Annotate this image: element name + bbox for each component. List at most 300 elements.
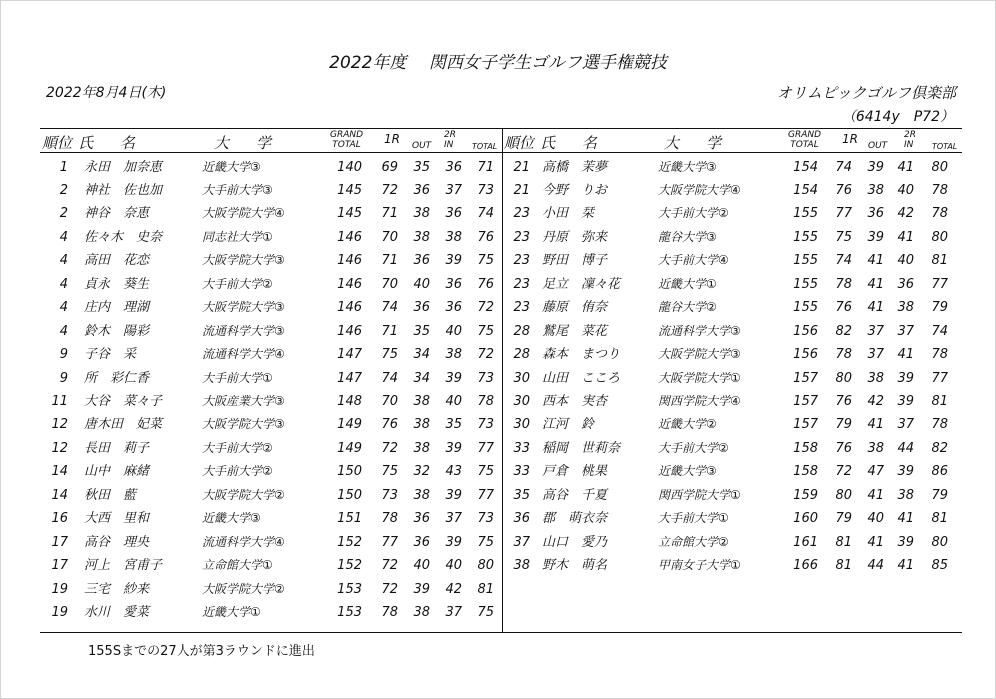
name-cell: 足立 凜々花	[542, 276, 621, 292]
university-cell: 大手前大学②	[658, 206, 729, 221]
in-cell: 37	[445, 605, 462, 621]
grand-total-cell: 157	[793, 370, 818, 386]
grand-total-cell: 155	[793, 206, 818, 222]
round1-cell: 70	[381, 276, 398, 292]
in-cell: 35	[445, 417, 462, 433]
out-cell: 38	[867, 370, 884, 386]
in-cell: 36	[445, 276, 462, 292]
venue-name: オリムピックゴルフ倶楽部	[776, 84, 956, 102]
in-cell: 41	[897, 347, 914, 363]
round2-total-cell: 75	[477, 605, 494, 621]
rank-cell: 19	[51, 605, 68, 621]
grand-total-cell: 154	[793, 159, 818, 175]
out-cell: 36	[413, 300, 430, 316]
university-cell: 近畿大学③	[202, 511, 261, 526]
university-cell: 近畿大学①	[658, 276, 717, 291]
out-cell: 42	[867, 394, 884, 409]
name-cell: 大谷 菜々子	[84, 394, 163, 409]
table-row	[0, 531, 494, 554]
university-cell: 立命館大学②	[658, 534, 729, 549]
university-cell: 大阪学院大学②	[202, 581, 285, 596]
header-out: OUT	[868, 141, 888, 151]
round1-cell: 79	[835, 511, 852, 527]
table-row	[0, 554, 494, 577]
table-row	[460, 507, 948, 530]
page-title: 2022年度 関西女子学生ゴルフ選手権競技	[329, 53, 667, 73]
round1-cell: 74	[835, 253, 852, 269]
university-cell: 流通科学大学④	[202, 347, 285, 362]
in-cell: 37	[897, 323, 914, 339]
grand-total-cell: 159	[793, 487, 818, 503]
round1-cell: 73	[381, 487, 398, 503]
rank-cell: 33	[513, 440, 530, 456]
round2-total-cell: 75	[477, 323, 494, 339]
header-1r: 1R	[842, 132, 858, 146]
rank-cell: 14	[51, 487, 68, 503]
name-cell: 秋田 藍	[84, 487, 137, 503]
university-cell: 大阪学院大学②	[202, 487, 285, 502]
grand-total-cell: 145	[337, 206, 362, 222]
name-cell: 長田 莉子	[84, 440, 150, 456]
rank-cell: 2	[59, 182, 68, 198]
round1-cell: 81	[835, 558, 852, 574]
round1-cell: 72	[835, 464, 852, 480]
university-cell: 近畿大学③	[658, 464, 717, 479]
name-cell: 藤原 侑奈	[542, 300, 608, 316]
in-cell: 39	[445, 253, 462, 269]
in-cell: 39	[897, 534, 914, 550]
out-cell: 35	[413, 159, 430, 175]
name-cell: 戸倉 桃果	[542, 464, 608, 480]
in-cell: 39	[445, 534, 462, 550]
in-cell: 37	[897, 417, 914, 433]
grand-total-cell: 160	[793, 511, 818, 527]
round2-total-cell: 78	[931, 182, 948, 198]
round1-cell: 78	[835, 347, 852, 363]
grand-total-cell: 155	[793, 300, 818, 316]
in-cell: 40	[445, 394, 462, 409]
name-cell: 野木 萌名	[542, 558, 608, 574]
out-cell: 36	[413, 253, 430, 269]
round2-total-cell: 76	[477, 229, 494, 245]
name-cell: 鈴木 陽彩	[84, 323, 150, 339]
in-cell: 39	[897, 464, 914, 480]
round1-cell: 69	[381, 159, 398, 175]
round2-total-cell: 74	[931, 323, 948, 339]
round2-total-cell: 85	[931, 558, 948, 574]
name-cell: 水川 愛菜	[84, 605, 150, 621]
name-cell: 唐木田 妃菜	[84, 417, 163, 433]
out-cell: 38	[413, 229, 430, 245]
grand-total-cell: 155	[793, 276, 818, 292]
name-cell: 丹原 弥来	[542, 229, 608, 245]
round1-cell: 82	[835, 323, 852, 339]
name-cell: 佐々木 史奈	[84, 229, 163, 245]
in-cell: 41	[897, 229, 914, 245]
round1-cell: 74	[381, 370, 398, 386]
round2-total-cell: 75	[477, 534, 494, 550]
university-cell: 大阪学院大学④	[658, 182, 741, 197]
grand-total-cell: 146	[337, 276, 362, 292]
university-cell: 大手前大学①	[202, 370, 273, 385]
university-cell: 近畿大学②	[658, 417, 717, 432]
table-bottom-rule	[40, 632, 962, 633]
in-cell: 39	[897, 394, 914, 409]
round1-cell: 76	[381, 417, 398, 433]
grand-total-cell: 158	[793, 440, 818, 456]
table-row	[460, 413, 948, 436]
out-cell: 39	[867, 159, 884, 175]
out-cell: 36	[867, 206, 884, 222]
round1-cell: 77	[835, 206, 852, 222]
out-cell: 38	[413, 605, 430, 621]
header-university: 大 学	[664, 134, 728, 152]
rank-cell: 4	[59, 276, 68, 292]
out-cell: 41	[867, 487, 884, 503]
out-cell: 38	[867, 182, 884, 198]
table-row	[0, 601, 494, 624]
round1-cell: 71	[381, 253, 398, 269]
grand-total-cell: 151	[337, 511, 362, 527]
table-row	[0, 320, 494, 343]
name-cell: 高田 花恋	[84, 253, 150, 269]
round1-cell: 80	[835, 370, 852, 386]
out-cell: 38	[413, 417, 430, 433]
round2-total-cell: 78	[931, 347, 948, 363]
round1-cell: 72	[381, 581, 398, 597]
round2-total-cell: 75	[477, 253, 494, 269]
out-cell: 47	[867, 464, 884, 480]
grand-total-cell: 147	[337, 370, 362, 386]
name-cell: 森本 まつり	[542, 347, 621, 363]
rank-cell: 38	[513, 558, 530, 574]
round1-cell: 75	[381, 464, 398, 480]
rank-cell: 28	[513, 323, 530, 339]
university-cell: 大手前大学④	[658, 253, 729, 268]
course-info: （6414y P72）	[841, 109, 954, 125]
header-2r-in: 2R IN	[904, 130, 916, 150]
rank-cell: 4	[59, 253, 68, 269]
round2-total-cell: 75	[477, 464, 494, 480]
university-cell: 関西学院大学④	[658, 394, 741, 408]
grand-total-cell: 146	[337, 229, 362, 245]
rank-cell: 33	[513, 464, 530, 480]
grand-total-cell: 156	[793, 347, 818, 363]
round2-total-cell: 86	[931, 464, 948, 480]
advancement-note: 155Sまでの27人が第3ラウンドに進出	[88, 644, 315, 659]
round1-cell: 79	[835, 417, 852, 433]
in-cell: 37	[445, 511, 462, 527]
round2-total-cell: 80	[931, 534, 948, 550]
rank-cell: 23	[513, 253, 530, 269]
university-cell: 甲南女子大学①	[658, 558, 741, 573]
table-row	[460, 343, 948, 366]
table-row	[460, 226, 948, 249]
rank-cell: 1	[59, 159, 68, 175]
in-cell: 40	[445, 558, 462, 574]
name-cell: 大西 里和	[84, 511, 150, 527]
header-1r: 1R	[384, 132, 400, 146]
table-row	[460, 554, 948, 577]
grand-total-cell: 146	[337, 253, 362, 269]
table-row	[460, 273, 948, 296]
grand-total-cell: 166	[793, 558, 818, 574]
university-cell: 大手前大学②	[202, 464, 273, 479]
in-cell: 38	[445, 229, 462, 245]
in-cell: 36	[445, 206, 462, 222]
name-cell: 今野 りお	[542, 182, 608, 198]
name-cell: 山中 麻緒	[84, 464, 150, 480]
rank-cell: 37	[513, 534, 530, 550]
name-cell: 西本 実杏	[542, 394, 608, 409]
round2-total-cell: 72	[477, 347, 494, 363]
out-cell: 38	[413, 206, 430, 222]
table-row	[460, 320, 948, 343]
table-row	[460, 390, 948, 413]
header-university: 大 学	[214, 134, 278, 152]
name-cell: 小田 栞	[542, 206, 595, 222]
university-cell: 流通科学大学③	[658, 323, 741, 338]
out-cell: 37	[867, 323, 884, 339]
round1-cell: 81	[835, 534, 852, 550]
table-row	[0, 460, 494, 483]
round1-cell: 76	[835, 300, 852, 316]
rank-cell: 12	[51, 440, 68, 456]
university-cell: 近畿大学③	[202, 159, 261, 174]
in-cell: 36	[445, 159, 462, 175]
university-cell: 大手前大学①	[658, 511, 729, 526]
name-cell: 庄内 理湖	[84, 300, 150, 316]
rank-cell: 23	[513, 206, 530, 222]
round2-total-cell: 81	[477, 581, 494, 597]
name-cell: 高橋 茉夢	[542, 159, 608, 175]
header-total: TOTAL	[472, 142, 498, 151]
university-cell: 大阪学院大学③	[202, 417, 285, 432]
name-cell: 高谷 千夏	[542, 487, 608, 503]
rank-cell: 23	[513, 300, 530, 316]
round1-cell: 70	[381, 229, 398, 245]
name-cell: 郡 萌衣奈	[542, 511, 608, 527]
round2-total-cell: 73	[477, 417, 494, 433]
rank-cell: 9	[59, 370, 68, 386]
out-cell: 38	[867, 440, 884, 456]
grand-total-cell: 146	[337, 323, 362, 339]
table-row	[0, 484, 494, 507]
out-cell: 36	[413, 534, 430, 550]
table-row	[0, 343, 494, 366]
rank-cell: 11	[51, 394, 68, 409]
table-row	[0, 156, 494, 179]
name-cell: 河上 宮甫子	[84, 558, 163, 574]
name-cell: 山口 愛乃	[542, 534, 608, 550]
grand-total-cell: 148	[337, 394, 362, 409]
university-cell: 龍谷大学②	[658, 300, 717, 315]
grand-total-cell: 147	[337, 347, 362, 363]
in-cell: 41	[897, 511, 914, 527]
round1-cell: 71	[381, 323, 398, 339]
in-cell: 38	[897, 487, 914, 503]
out-cell: 41	[867, 417, 884, 433]
name-cell: 所 彩仁香	[84, 370, 150, 386]
rank-cell: 16	[51, 511, 68, 527]
table-row	[460, 460, 948, 483]
rank-cell: 12	[51, 417, 68, 433]
in-cell: 36	[897, 276, 914, 292]
rank-cell: 17	[51, 558, 68, 574]
out-cell: 35	[413, 323, 430, 339]
name-cell: 野田 博子	[542, 253, 608, 269]
grand-total-cell: 152	[337, 558, 362, 574]
round2-total-cell: 73	[477, 182, 494, 198]
table-row	[460, 437, 948, 460]
round2-total-cell: 80	[477, 558, 494, 574]
rank-cell: 35	[513, 487, 530, 503]
name-cell: 永田 加奈恵	[84, 159, 163, 175]
out-cell: 40	[413, 558, 430, 574]
university-cell: 大阪学院大学③	[202, 253, 285, 268]
left-header	[0, 128, 500, 152]
table-row	[460, 296, 948, 319]
round2-total-cell: 81	[931, 394, 948, 409]
university-cell: 近畿大学①	[202, 605, 261, 620]
round2-total-cell: 82	[931, 440, 948, 456]
out-cell: 38	[413, 394, 430, 409]
round1-cell: 74	[381, 300, 398, 316]
round1-cell: 71	[381, 206, 398, 222]
in-cell: 39	[445, 487, 462, 503]
round1-cell: 72	[381, 182, 398, 198]
in-cell: 40	[897, 253, 914, 269]
university-cell: 大手前大学②	[202, 276, 273, 291]
in-cell: 38	[897, 300, 914, 316]
round2-total-cell: 80	[931, 229, 948, 245]
grand-total-cell: 150	[337, 487, 362, 503]
name-cell: 鷲尾 菜花	[542, 323, 608, 339]
grand-total-cell: 145	[337, 182, 362, 198]
right-header	[462, 128, 962, 152]
grand-total-cell: 150	[337, 464, 362, 480]
round2-total-cell: 73	[477, 511, 494, 527]
table-row	[460, 531, 948, 554]
university-cell: 関西学院大学①	[658, 487, 741, 502]
table-row	[0, 367, 494, 390]
rank-cell: 23	[513, 229, 530, 245]
in-cell: 39	[897, 370, 914, 386]
out-cell: 36	[413, 511, 430, 527]
rank-cell: 30	[513, 370, 530, 386]
out-cell: 40	[413, 276, 430, 292]
table-row	[460, 202, 948, 225]
out-cell: 44	[867, 558, 884, 574]
in-cell: 43	[445, 464, 462, 480]
grand-total-cell: 157	[793, 417, 818, 433]
header-rank: 順位	[504, 134, 535, 152]
round1-cell: 70	[381, 394, 398, 409]
university-cell: 大阪産業大学③	[202, 394, 285, 408]
round2-total-cell: 79	[931, 487, 948, 503]
table-row	[460, 484, 948, 507]
grand-total-cell: 154	[793, 182, 818, 198]
table-row	[0, 179, 494, 202]
name-cell: 山田 こころ	[542, 370, 621, 386]
in-cell: 41	[897, 558, 914, 574]
round1-cell: 78	[381, 605, 398, 621]
grand-total-cell: 146	[337, 300, 362, 316]
grand-total-cell: 158	[793, 464, 818, 480]
out-cell: 34	[413, 347, 430, 363]
round2-total-cell: 79	[931, 300, 948, 316]
grand-total-cell: 153	[337, 605, 362, 621]
university-cell: 大阪学院大学④	[202, 206, 285, 221]
in-cell: 44	[897, 440, 914, 456]
round2-total-cell: 77	[477, 487, 494, 503]
table-row	[0, 296, 494, 319]
round1-cell: 76	[835, 394, 852, 409]
in-cell: 39	[445, 440, 462, 456]
round2-total-cell: 81	[931, 511, 948, 527]
round1-cell: 75	[381, 347, 398, 363]
out-cell: 39	[867, 229, 884, 245]
grand-total-cell: 152	[337, 534, 362, 550]
name-cell: 子谷 采	[84, 347, 137, 363]
table-row	[0, 507, 494, 530]
header-bottom-rule	[40, 152, 962, 153]
rank-cell: 21	[513, 182, 530, 198]
name-cell: 高谷 理央	[84, 534, 150, 550]
rank-cell: 4	[59, 300, 68, 316]
round1-cell: 80	[835, 487, 852, 503]
university-cell: 大手前大学③	[202, 182, 273, 197]
round2-total-cell: 72	[477, 300, 494, 316]
table-row	[0, 249, 494, 272]
header-rank: 順位	[42, 134, 73, 152]
in-cell: 40	[445, 323, 462, 339]
round1-cell: 72	[381, 558, 398, 574]
rank-cell: 30	[513, 417, 530, 433]
grand-total-cell: 155	[793, 253, 818, 269]
grand-total-cell: 149	[337, 417, 362, 433]
table-row	[0, 578, 494, 601]
university-cell: 近畿大学③	[658, 159, 717, 174]
round2-total-cell: 78	[931, 206, 948, 222]
round2-total-cell: 73	[477, 370, 494, 386]
name-cell: 神谷 奈恵	[84, 206, 150, 222]
out-cell: 40	[867, 511, 884, 527]
university-cell: 流通科学大学④	[202, 534, 285, 549]
round2-total-cell: 78	[477, 394, 494, 409]
header-2r-in: 2R IN	[444, 130, 456, 150]
out-cell: 38	[413, 440, 430, 456]
table-row	[0, 413, 494, 436]
rank-cell: 36	[513, 511, 530, 527]
university-cell: 大手前大学②	[202, 440, 273, 455]
table-row	[0, 202, 494, 225]
round2-total-cell: 77	[931, 370, 948, 386]
out-cell: 34	[413, 370, 430, 386]
round1-cell: 72	[381, 440, 398, 456]
rank-cell: 9	[59, 347, 68, 363]
grand-total-cell: 155	[793, 229, 818, 245]
out-cell: 41	[867, 253, 884, 269]
rank-cell: 4	[59, 229, 68, 245]
rank-cell: 14	[51, 464, 68, 480]
university-cell: 大阪学院大学①	[658, 370, 741, 385]
round1-cell: 78	[835, 276, 852, 292]
rank-cell: 28	[513, 347, 530, 363]
in-cell: 38	[445, 347, 462, 363]
header-grand-total: GRAND TOTAL	[330, 130, 364, 150]
name-cell: 江河 鈴	[542, 417, 595, 433]
